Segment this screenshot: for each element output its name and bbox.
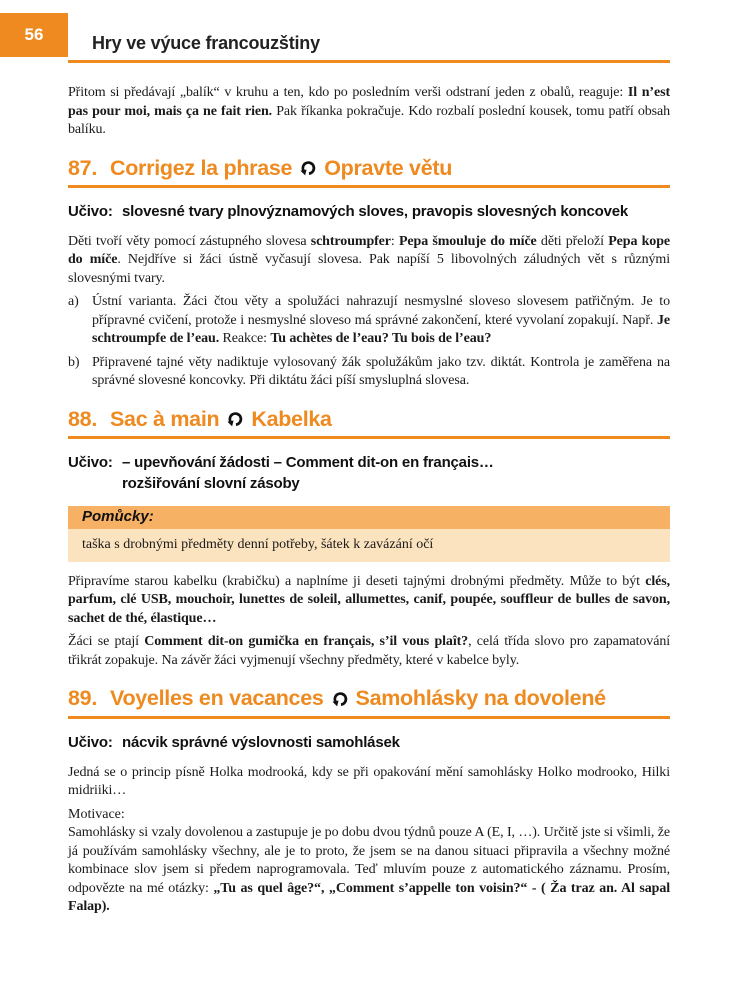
pomucky-label: Pomůcky: <box>68 506 670 529</box>
list-text: Ústní varianta. Žáci čtou věty a spolužáci nahrazují nesmyslné sloveso slovesem patřičným. Je to přípravné cvičení, protože i nesmyslné sloveso má správné zakončení, které vyvolaní zopakují. Např. Je schtroumpfe de l’eau. Reakce: Tu achètes de l’eau? Tu bois de l’eau? <box>92 294 670 347</box>
page-content <box>68 84 670 922</box>
redo-arrow-icon <box>227 411 243 427</box>
ucivo-row <box>68 732 670 753</box>
header-rule <box>68 60 670 63</box>
section-title-czech: Opravte větu <box>324 155 453 180</box>
section-heading <box>68 687 670 718</box>
section-number: 88. <box>68 406 97 431</box>
redo-arrow-icon <box>300 160 316 176</box>
section-title-french: Voyelles en vacances <box>110 686 324 711</box>
redo-arrow-icon <box>332 691 348 707</box>
section-title-french: Sac à main <box>110 406 220 431</box>
section-87 <box>68 157 670 391</box>
section-title-french: Corrigez la phrase <box>110 155 293 180</box>
section-88 <box>68 408 670 671</box>
intro-paragraph: Přitom si předávají „balík“ v kruhu a ten, kdo po posledním verši odstraní jeden z obalů, reaguje: Il n’est pas pour moi, mais ça ne fait rien. Pak říkanka pokračuje. Kdo rozbalí poslední kousek, tomu patří obsah balíku. <box>68 85 671 137</box>
ucivo-label: Učivo: <box>68 453 113 471</box>
section-heading <box>68 408 670 439</box>
ucivo-label: Učivo: <box>68 202 113 220</box>
section-89 <box>68 687 670 916</box>
list-item-b <box>68 354 670 391</box>
ucivo-line: rozšiřování slovní zásoby <box>122 474 300 492</box>
ucivo-label: Učivo: <box>68 733 113 751</box>
page-number-badge <box>0 13 68 57</box>
section-heading <box>68 157 670 188</box>
page-header-title: Hry ve výuce francouzštiny <box>92 33 320 53</box>
body-paragraph: Jedná se o princip písně Holka modrooká, kdy se při opakování mění samohlásky Holko modrooko, Hilki midriiki… <box>68 764 670 799</box>
section-title-czech: Samohlásky na dovolené <box>355 686 606 711</box>
section-number: 87. <box>68 155 97 180</box>
pomucky-content: taška s drobnými předměty denní potřeby, šátek k zavázání očí <box>68 529 670 562</box>
ucivo-line: – upevňování žádosti – Comment dit-on en français… <box>122 453 494 471</box>
ucivo-text <box>122 732 670 753</box>
motivace-label: Motivace: <box>68 806 125 822</box>
ucivo-row <box>68 452 670 494</box>
ucivo-text <box>122 452 670 494</box>
motivace-paragraph: Samohlásky si vzaly dovolenou a zastupuje je po dobu dvou týdnů pouze A (E, I, …). Určitě jste si všimli, že já používám samohlásky všechny, ale je to proto, že jsem se na danou situaci připravila a všechny možné kombinace slov jsem si předem naprogramovala. Teď mluvím pouze z automatického záznamu. Prosím, odpovězte na mé otázky: „Tu as quel âge?“, „Comment s’appelle ton voisin?“ - ( Ža traz an. Al sapal Falap). <box>68 825 671 915</box>
list-marker: b) <box>68 354 80 370</box>
body-paragraph: Děti tvoří věty pomocí zástupného slovesa schtroumpfer: Pepa šmouluje do míče děti přeloží Pepa kope do míče. Nejdříve si žáci ústně vyčasují slovesa. Pak napíší 5 libovolných záludných vět s různými slovesnými tvary. <box>68 233 670 286</box>
pomucky-box <box>68 506 670 562</box>
section-number: 89. <box>68 686 97 711</box>
ucivo-text <box>122 201 670 222</box>
list-text: Připravené tajné věty nadiktuje vylosovaný žák spolužákům jako tzv. diktát. Kontrola je zaměřena na správné slovesné koncovky. Při diktátu žáci píší smysluplná slovesa. <box>92 354 670 389</box>
list-item-a <box>68 293 670 349</box>
body-paragraph: Žáci se ptají Comment dit-on gumička en français, s’il vous plaît?, celá třída slovo pro zapamatování třikrát zopakuje. Na závěr žáci vyjmenují všechny předměty, které v kabelce byly. <box>68 634 671 668</box>
body-paragraph: Připravíme starou kabelku (krabičku) a naplníme ji deseti tajnými drobnými předměty. Může to být clés, parfum, clé USB, mouchoir, lunettes de soleil, allumettes, canif, poupée, souffleur de bulles de savon, sachet de thé, élastique… <box>68 573 670 626</box>
ucivo-row <box>68 201 670 222</box>
section-title-czech: Kabelka <box>251 406 332 431</box>
ucivo-line: slovesné tvary plnovýznamových sloves, pravopis slovesných koncovek <box>122 202 628 220</box>
page-number: 56 <box>24 25 44 44</box>
ucivo-line: nácvik správné výslovnosti samohlásek <box>122 733 400 751</box>
list-marker: a) <box>68 294 79 310</box>
